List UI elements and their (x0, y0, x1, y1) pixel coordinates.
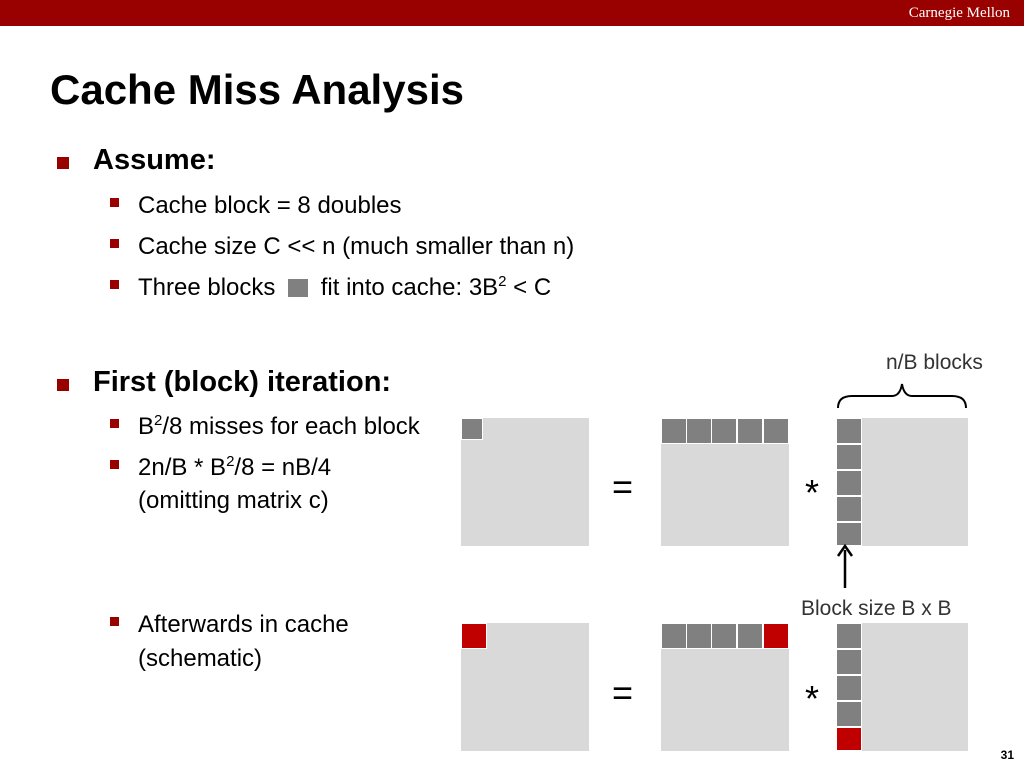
iteration-text: B (138, 413, 155, 440)
matrix-block (836, 649, 862, 675)
brace-icon (834, 380, 970, 410)
block-size-label: Block size B x B (801, 597, 952, 620)
bullet-marker (57, 379, 69, 391)
matrix-block (836, 701, 862, 727)
three-blocks-text: fit into cache: 3B (320, 274, 499, 301)
bullet-marker (110, 460, 119, 469)
matrix-block (763, 418, 789, 444)
iteration-item (138, 454, 331, 482)
three-blocks-text: < C (506, 274, 552, 301)
matrix-block (836, 470, 862, 496)
matrix-block (686, 418, 712, 444)
bullet-marker (110, 239, 119, 248)
times-sign: * (805, 472, 820, 513)
matrix-block (461, 418, 483, 440)
three-blocks-text: Three blocks (138, 274, 276, 301)
bullet-marker (110, 419, 119, 428)
matrix-block (836, 496, 862, 522)
matrix-block (661, 418, 687, 444)
superscript: 2 (154, 412, 163, 429)
bullet-marker (57, 157, 69, 169)
up-arrow-icon (834, 544, 856, 590)
page-number: 31 (1000, 748, 1014, 762)
cached-block (763, 623, 789, 649)
matrix-block (711, 418, 737, 444)
cached-block (461, 623, 487, 649)
matrix-block (711, 623, 737, 649)
iteration-item (138, 413, 420, 441)
first-iteration-heading: First (block) iteration: (93, 366, 392, 398)
matrix-block (836, 444, 862, 470)
iteration-item-line2: (omitting matrix c) (138, 487, 329, 514)
superscript: 2 (226, 453, 235, 470)
iteration-text: /8 misses for each block (162, 413, 420, 440)
matrix-block (661, 623, 687, 649)
nb-blocks-label: n/B blocks (886, 351, 983, 374)
times-sign: * (805, 678, 820, 719)
bullet-marker (110, 280, 119, 289)
equals-sign: = (612, 466, 634, 507)
header-bar (0, 0, 1024, 26)
cached-block (836, 727, 862, 751)
matrix-block (836, 522, 862, 546)
matrix-block (737, 623, 763, 649)
bullet-marker (110, 617, 119, 626)
bullet-marker (110, 198, 119, 207)
matrix-block (836, 418, 862, 444)
brand-text: Carnegie Mellon (908, 5, 1010, 21)
afterwards-line1: Afterwards in cache (138, 611, 349, 638)
iteration-text: 2n/B * B (138, 454, 227, 481)
iteration-text: /8 = nB/4 (234, 454, 332, 481)
block-icon (288, 279, 308, 297)
superscript: 2 (498, 273, 507, 290)
equals-sign: = (612, 672, 634, 713)
matrix-block (836, 675, 862, 701)
slide-title: Cache Miss Analysis (50, 66, 464, 113)
matrix-block (686, 623, 712, 649)
assume-heading: Assume: (93, 144, 216, 176)
matrix-block (836, 623, 862, 649)
matrix-block (737, 418, 763, 444)
afterwards-line2: (schematic) (138, 645, 263, 672)
assume-item-three-blocks (138, 274, 551, 302)
assume-item: Cache block = 8 doubles (138, 192, 402, 219)
assume-item: Cache size C << n (much smaller than n) (138, 233, 575, 260)
